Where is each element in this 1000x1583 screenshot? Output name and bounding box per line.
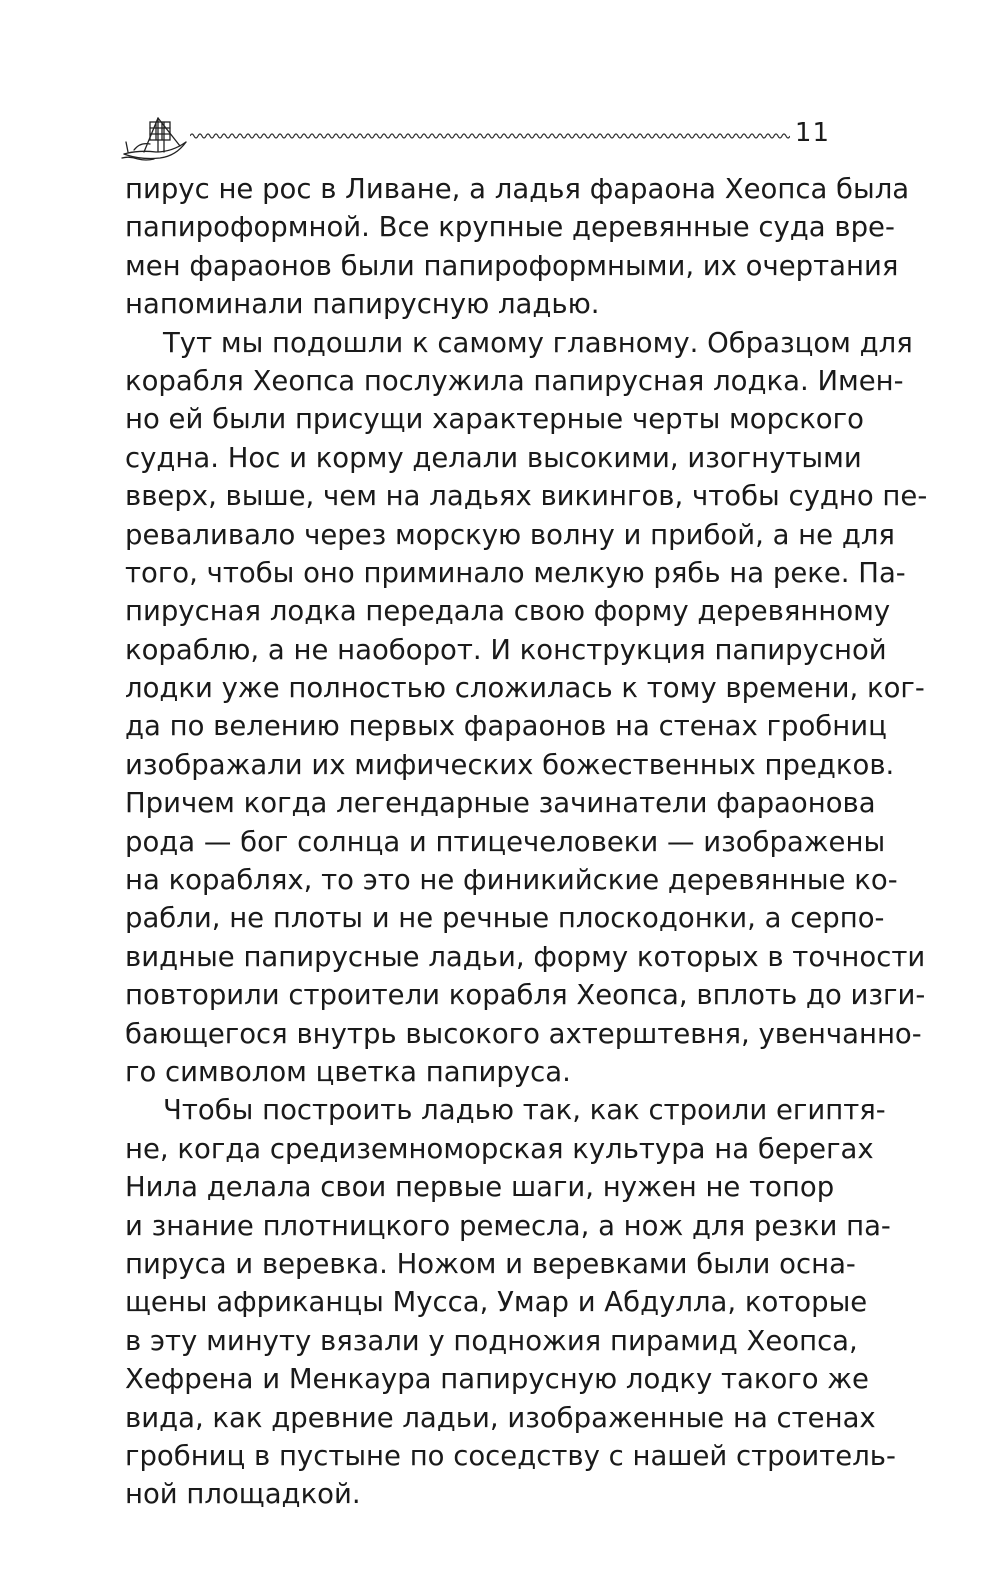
text-line: изображали их мифических божественных предков. [125, 748, 895, 781]
text-line: того, чтобы оно приминало мелкую рябь на реке. Па- [125, 556, 906, 589]
text-line: реваливало через морскую волну и прибой, а не для [125, 518, 895, 551]
text-line: в эту минуту вязали у подножия пирамид Хеопса, [125, 1324, 858, 1357]
text-line: вверх, выше, чем на ладьях викингов, чтобы судно пе- [125, 480, 928, 513]
text-line: рода — бог солнца и птицечеловеки — изображены [125, 825, 886, 858]
text-line: лодки уже полностью сложилась к тому времени, ког- [125, 672, 925, 705]
text-line: корабля Хеопса послужила папирусная лодка. Имен- [125, 364, 904, 397]
text-line: да по велению первых фараонов на стенах гробниц [125, 710, 887, 743]
text-line: но ей были присущи характерные черты морского [125, 403, 864, 436]
text-line: не, когда средиземноморская культура на берегах [125, 1132, 874, 1165]
text-line: пирус не рос в Ливане, а ладья фараона Хеопса была [125, 173, 910, 205]
text-line: вида, как древние ладьи, изображенные на стенах [125, 1401, 876, 1434]
text-line: бающегося внутрь высокого ахтерштевня, увенчанно- [125, 1017, 922, 1050]
wave-ornament [190, 130, 790, 142]
text-line: Чтобы построить ладью так, как строили египтя- [163, 1094, 886, 1127]
running-header [120, 112, 830, 162]
page-number: 11 [794, 118, 830, 148]
text-line: Тут мы подошли к самому главному. Образцом для [163, 326, 913, 359]
text-line: го символом цветка папируса. [125, 1055, 571, 1088]
text-line: судна. Нос и корму делали высокими, изогнутыми [125, 441, 862, 474]
text-line: Причем когда легендарные зачинатели фараонова [125, 787, 876, 820]
text-line: Нила делала свои первые шаги, нужен не топор [125, 1171, 835, 1204]
text-line: пирусная лодка передала свою форму деревянному [125, 595, 891, 628]
text-line: Хефрена и Менкаура папирусную лодку такого же [125, 1363, 869, 1396]
text-line: повторили строители корабля Хеопса, вплоть до изги- [125, 979, 926, 1012]
text-line: папироформной. Все крупные деревянные суда вре- [125, 211, 895, 244]
text-line: пируса и веревка. Ножом и веревками были осна- [125, 1247, 856, 1280]
body-text [125, 170, 928, 1514]
text-line: щены африканцы Мусса, Умар и Абдулла, которые [125, 1286, 868, 1319]
text-line: ной площадкой. [125, 1478, 361, 1511]
text-line: видные папирусные ладьи, форму которых в точности [125, 940, 926, 973]
text-line: и знание плотницкого ремесла, а нож для резки па- [125, 1209, 891, 1242]
sailing-ship-icon [120, 112, 190, 162]
text-line: напоминали папирусную ладью. [125, 288, 600, 321]
text-line: кораблю, а не наоборот. И конструкция папирусной [125, 633, 887, 666]
text-line: на кораблях, то это не финикийские деревянные ко- [125, 864, 898, 897]
text-line: рабли, не плоты и не речные плоскодонки, а серпо- [125, 902, 885, 935]
text-line: мен фараонов были папироформными, их очертания [125, 249, 899, 282]
text-line: гробниц в пустыне по соседству с нашей строитель- [125, 1439, 896, 1472]
